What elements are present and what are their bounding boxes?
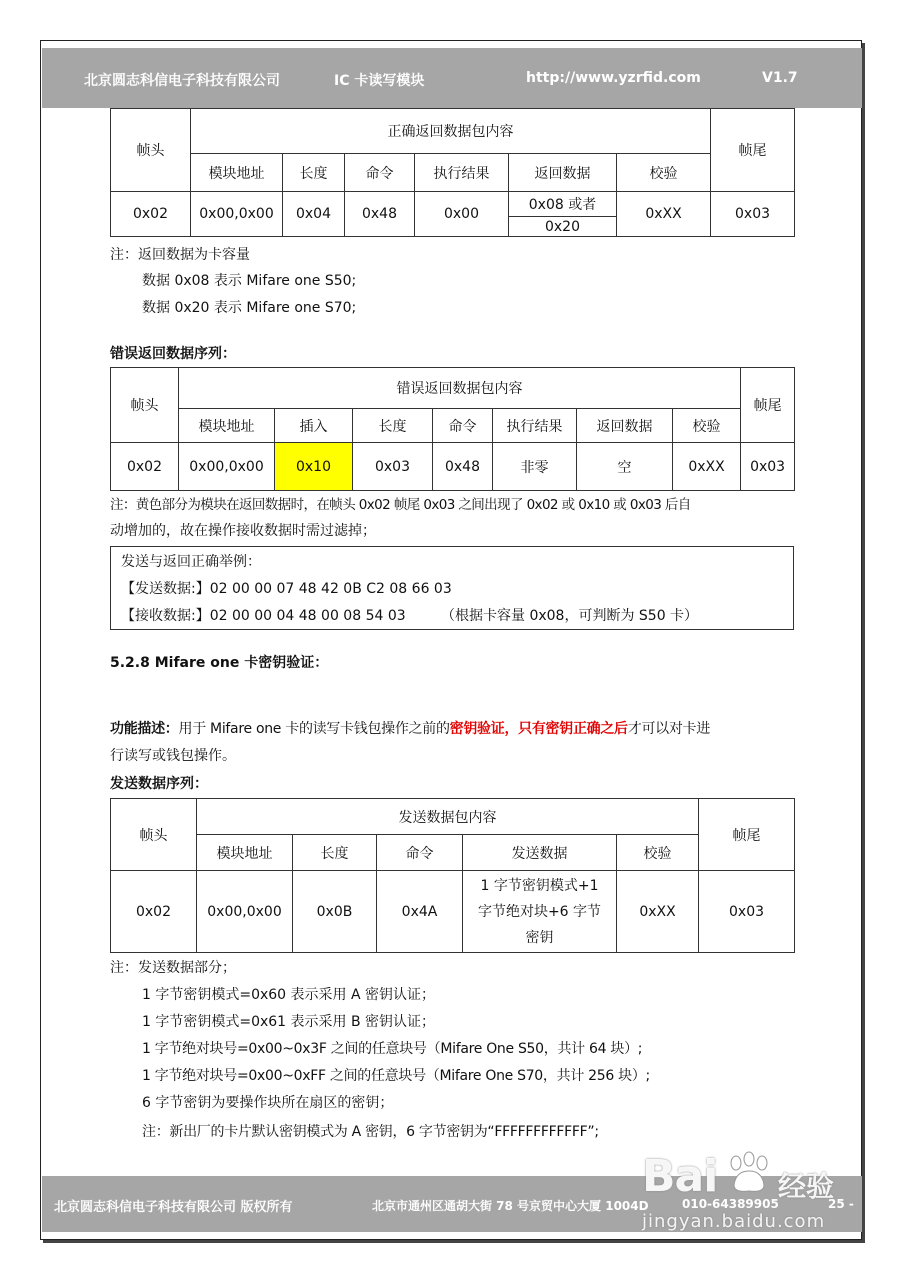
- table1-cell-data-b: 0x20: [509, 217, 617, 237]
- table2-cell-addr: 0x00,0x00: [179, 443, 275, 491]
- table3-cell-cmd: 0x4A: [377, 871, 463, 953]
- table3-col-addr: 模块地址: [197, 835, 293, 871]
- note3-line6: 6 字节密钥为要操作块所在扇区的密钥；: [142, 1095, 394, 1111]
- table2-col-result: 执行结果: [493, 409, 577, 443]
- table1-cell-addr: 0x00,0x00: [191, 192, 283, 237]
- footer-copyright: 北京圆志科信电子科技有限公司 版权所有: [54, 1200, 293, 1215]
- table2-col-cmd: 命令: [433, 409, 493, 443]
- table2-cell-len: 0x03: [353, 443, 433, 491]
- func-text1: 用于 Mifare one 卡的读写卡钱包操作之前的: [178, 721, 450, 737]
- table2-cell-check: 0xXX: [673, 443, 741, 491]
- table1-col-cmd: 命令: [345, 154, 415, 192]
- table1-tail-header: 帧尾: [711, 109, 795, 192]
- table2-cell-data: 空: [577, 443, 673, 491]
- example-box: [110, 546, 794, 630]
- table1-col-data: 返回数据: [509, 154, 617, 192]
- table1-cell-check: 0xXX: [617, 192, 711, 237]
- watermark-url: jingyan.baidu.com: [642, 1211, 826, 1232]
- note3-line5: 1 字节绝对块号=0x00~0xFF 之间的任意块号（Mifare One S70，共计 256 块）;: [142, 1068, 650, 1084]
- example-send: 【发送数据:】02 00 00 07 48 42 0B C2 08 66 03: [121, 581, 452, 597]
- table2-tail-header: 帧尾: [741, 368, 795, 443]
- note3-line3: 1 字节密钥模式=0x61 表示采用 B 密钥认证；: [142, 1014, 436, 1030]
- table3-cell-head: 0x02: [111, 871, 197, 953]
- table3-cell-check: 0xXX: [617, 871, 699, 953]
- func-label: 功能描述：: [110, 721, 179, 737]
- table1-cell-tail: 0x03: [711, 192, 795, 237]
- table2-col-len: 长度: [353, 409, 433, 443]
- table2-cell-result: 非零: [493, 443, 577, 491]
- send-data-table: [110, 798, 795, 953]
- example-title: 发送与返回正确举例：: [121, 554, 261, 570]
- header-url: http://www.yzrfid.com: [526, 70, 701, 86]
- table2-col-check: 校验: [673, 409, 741, 443]
- note3-line2: 1 字节密钥模式=0x60 表示采用 A 密钥认证；: [142, 987, 436, 1003]
- table3-cell-data-line3: 密钥: [525, 929, 554, 946]
- table3-col-cmd: 命令: [377, 835, 463, 871]
- table1-cell-data-a: 0x08 或者: [509, 192, 617, 217]
- table2-col-addr: 模块地址: [179, 409, 275, 443]
- table1-cell-head: 0x02: [111, 192, 191, 237]
- func-desc-line2: 行读写或钱包操作。: [110, 748, 236, 764]
- table3-cell-tail: 0x03: [699, 871, 795, 953]
- note3-line7: 注：新出厂的卡片默认密钥模式为 A 密钥，6 字节密钥为“FFFFFFFFFFFF”;: [142, 1124, 599, 1140]
- table1-cell-result: 0x00: [415, 192, 509, 237]
- table2-cell-insert: 0x10: [275, 443, 353, 491]
- table3-head-header: 帧头: [111, 799, 197, 871]
- table1-col-check: 校验: [617, 154, 711, 192]
- table3-cell-len: 0x0B: [293, 871, 377, 953]
- send-heading: 发送数据序列：: [110, 776, 208, 792]
- watermark-jingyan: 经验: [778, 1170, 835, 1203]
- footer-address: 北京市通州区通胡大街 78 号京贸中心大厦 1004D: [372, 1199, 649, 1213]
- table1-cell-len: 0x04: [283, 192, 345, 237]
- table2-cell-tail: 0x03: [741, 443, 795, 491]
- note1-line3: 数据 0x20 表示 Mifare one S70;: [142, 300, 357, 316]
- table2-title: 错误返回数据包内容: [179, 368, 741, 409]
- watermark-logo-text: Bai: [642, 1151, 718, 1202]
- note1-line1: 注：返回数据为卡容量: [110, 247, 250, 263]
- note2-line1: 注：黄色部分为模块在返回数据时，在帧头 0x02 帧尾 0x03 之间出现了 0x02 或 0x10 或 0x03 后自: [110, 497, 691, 513]
- table2-cell-head: 0x02: [111, 443, 179, 491]
- func-text2: 才可以对卡进: [627, 721, 710, 737]
- table3-cell-data-line2: 字节绝对块+6 字节: [477, 903, 602, 920]
- table2-col-data: 返回数据: [577, 409, 673, 443]
- table3-cell-data-line1: 1 字节密钥模式+1: [480, 877, 599, 894]
- table3-col-data: 发送数据: [463, 835, 617, 871]
- page-header: [42, 48, 862, 108]
- table3-title: 发送数据包内容: [197, 799, 699, 835]
- header-version: V1.7: [762, 70, 798, 86]
- footer-page: 25 -: [828, 1197, 854, 1211]
- table3-col-len: 长度: [293, 835, 377, 871]
- table1-cell-cmd: 0x48: [345, 192, 415, 237]
- error-heading: 错误返回数据序列：: [110, 346, 236, 362]
- table2-head-header: 帧头: [111, 368, 179, 443]
- error-return-table: [110, 367, 795, 491]
- footer-phone: 010-64389905: [682, 1197, 779, 1211]
- table2-col-insert: 插入: [275, 409, 353, 443]
- func-highlight: 密钥验证，只有密钥正确之后: [449, 721, 628, 737]
- example-recv: 【接收数据:】02 00 00 04 48 00 08 54 03: [121, 608, 406, 624]
- note3-line4: 1 字节绝对块号=0x00~0x3F 之间的任意块号（Mifare One S50，共计 64 块）;: [142, 1041, 643, 1057]
- paw-icon: [726, 1151, 772, 1195]
- table3-cell-addr: 0x00,0x00: [197, 871, 293, 953]
- table3-tail-header: 帧尾: [699, 799, 795, 871]
- table1-title: 正确返回数据包内容: [191, 109, 711, 154]
- table1-col-addr: 模块地址: [191, 154, 283, 192]
- table3-cell-data: [463, 871, 617, 953]
- correct-return-table: [110, 108, 795, 237]
- header-company: 北京圆志科信电子科技有限公司: [84, 73, 280, 89]
- section-title: 5.2.8 Mifare one 卡密钥验证：: [110, 655, 329, 671]
- example-recv-note: （根据卡容量 0x08，可判断为 S50 卡）: [441, 608, 699, 624]
- table2-cell-cmd: 0x48: [433, 443, 493, 491]
- note3-line1: 注：发送数据部分；: [110, 960, 236, 976]
- baidu-jingyan-watermark: [634, 1143, 864, 1243]
- note1-line2: 数据 0x08 表示 Mifare one S50;: [142, 273, 357, 289]
- header-module: IC 卡读写模块: [334, 73, 425, 89]
- table1-head-header: 帧头: [111, 109, 191, 192]
- table3-col-check: 校验: [617, 835, 699, 871]
- func-desc-line1: [110, 718, 710, 740]
- table1-col-len: 长度: [283, 154, 345, 192]
- note2-line2: 动增加的，故在操作接收数据时需过滤掉；: [110, 523, 376, 539]
- table1-col-result: 执行结果: [415, 154, 509, 192]
